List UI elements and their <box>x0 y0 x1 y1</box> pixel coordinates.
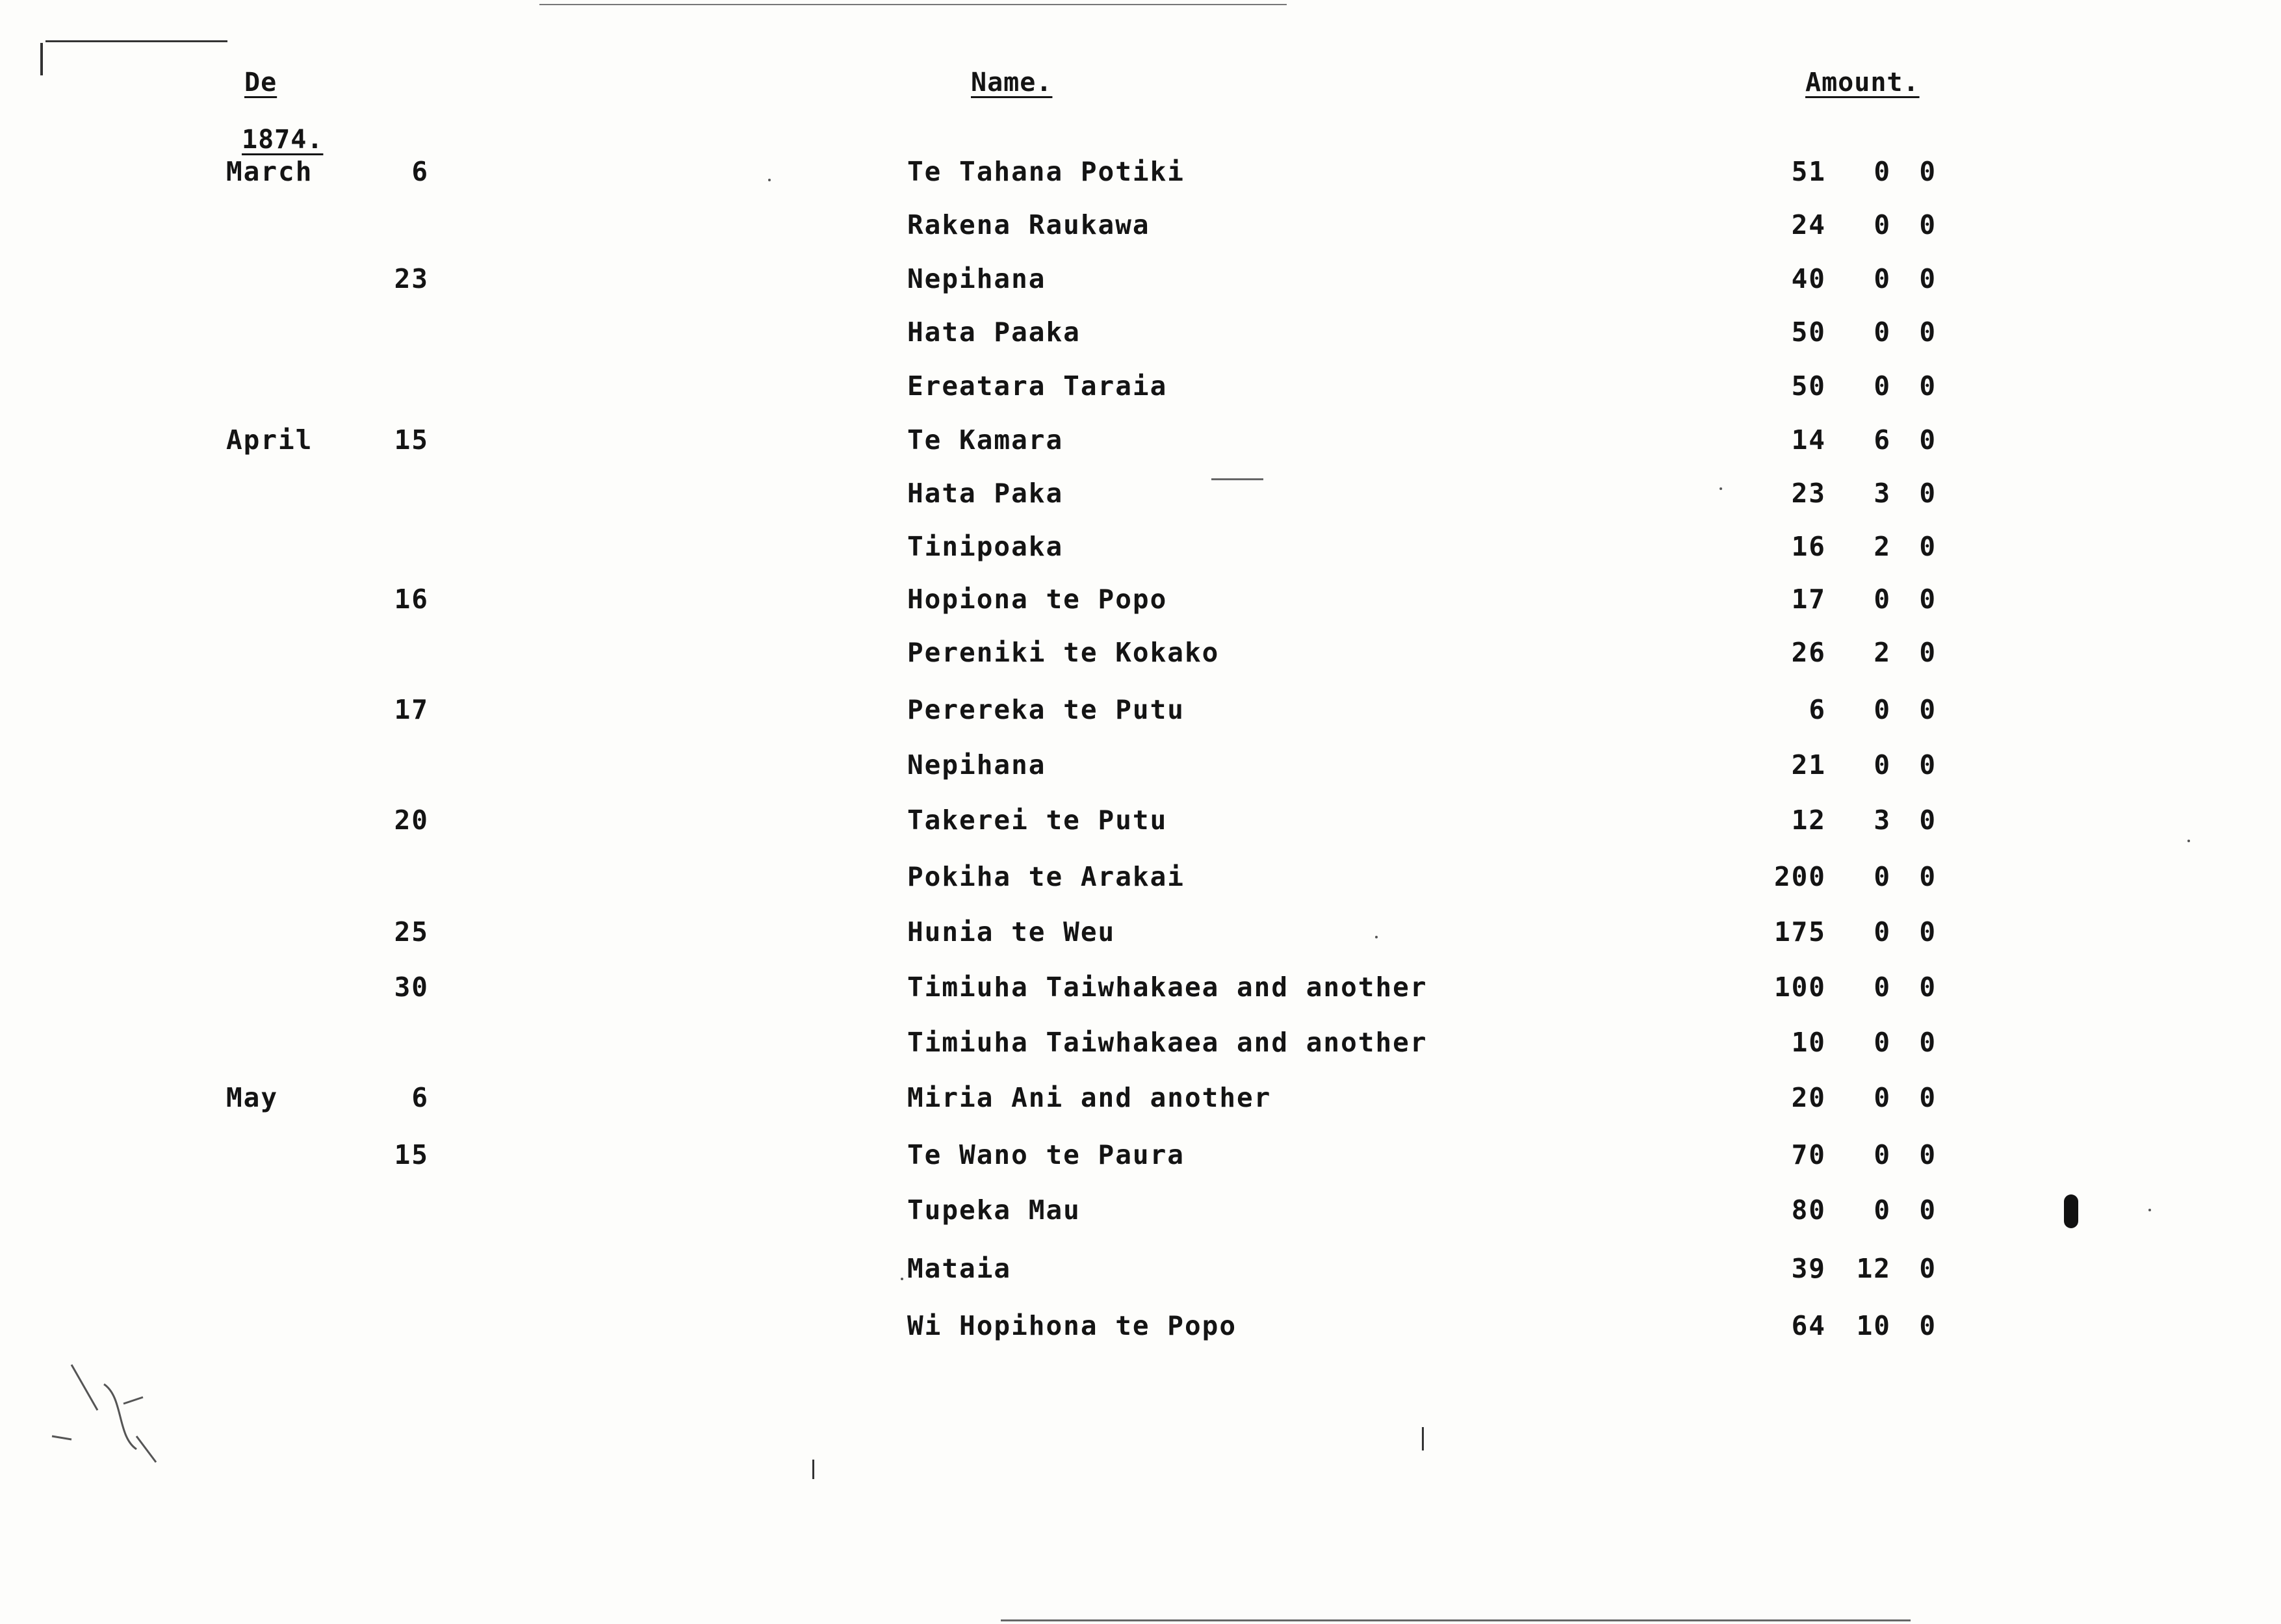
ledger-row <box>0 478 2281 517</box>
row-pounds: 40 <box>1791 263 1826 294</box>
row-pence: 0 <box>1919 209 1937 240</box>
row-pounds: 10 <box>1791 1027 1826 1058</box>
row-shillings: 0 <box>1874 749 1891 780</box>
row-pence: 0 <box>1919 1310 1937 1341</box>
row-shillings: 0 <box>1874 263 1891 294</box>
row-shillings: 10 <box>1856 1310 1891 1341</box>
row-pounds: 50 <box>1791 316 1826 348</box>
bottom-edge-line <box>1001 1619 1911 1621</box>
ledger-row <box>0 1139 2281 1178</box>
row-name: Ereatara Taraia <box>907 370 1168 402</box>
row-day: 17 <box>394 694 429 725</box>
ledger-row <box>0 263 2281 302</box>
row-name: Hunia te Weu <box>907 916 1116 947</box>
row-pence: 0 <box>1919 972 1937 1003</box>
row-shillings: 3 <box>1874 805 1891 836</box>
row-pence: 0 <box>1919 478 1937 509</box>
row-shillings: 0 <box>1874 1082 1891 1113</box>
row-shillings: 0 <box>1874 861 1891 892</box>
row-pounds: 16 <box>1791 531 1826 562</box>
stray-mark <box>812 1460 814 1479</box>
row-name: Takerei te Putu <box>907 805 1168 836</box>
row-day: 25 <box>394 916 429 947</box>
row-name: Tupeka Mau <box>907 1194 1081 1226</box>
row-pence: 0 <box>1919 424 1937 456</box>
row-pence: 0 <box>1919 531 1937 562</box>
row-pounds: 23 <box>1791 478 1826 509</box>
ledger-row <box>0 861 2281 900</box>
top-edge-line <box>539 4 1287 5</box>
row-pounds: 80 <box>1791 1194 1826 1226</box>
ledger-row <box>0 805 2281 844</box>
ledger-row <box>0 637 2281 676</box>
ledger-row <box>0 424 2281 463</box>
ledger-row <box>0 749 2281 788</box>
row-shillings: 0 <box>1874 694 1891 725</box>
row-shillings: 0 <box>1874 1027 1891 1058</box>
row-day: 23 <box>394 263 429 294</box>
row-pounds: 175 <box>1773 916 1826 947</box>
row-month: April <box>226 424 313 456</box>
row-name: Perereka te Putu <box>907 694 1185 725</box>
row-day: 15 <box>394 1139 429 1170</box>
row-pounds: 100 <box>1773 972 1826 1003</box>
row-name: Nepihana <box>907 749 1046 780</box>
row-name: Pokiha te Arakai <box>907 861 1185 892</box>
row-pence: 0 <box>1919 1253 1937 1284</box>
row-shillings: 0 <box>1874 584 1891 615</box>
row-shillings: 6 <box>1874 424 1891 456</box>
row-pence: 0 <box>1919 916 1937 947</box>
row-pounds: 6 <box>1809 694 1826 725</box>
ledger-row <box>0 694 2281 733</box>
row-name: Tinipoaka <box>907 531 1064 562</box>
row-pounds: 64 <box>1791 1310 1826 1341</box>
row-pounds: 200 <box>1773 861 1826 892</box>
row-name: Te Kamara <box>907 424 1064 456</box>
ledger-row <box>0 972 2281 1011</box>
row-month: May <box>226 1082 279 1113</box>
amount-column-header: Amount. <box>1805 68 1920 97</box>
row-shillings: 3 <box>1874 478 1891 509</box>
row-pounds: 26 <box>1791 637 1826 668</box>
row-pence: 0 <box>1919 1139 1937 1170</box>
row-month: March <box>226 156 313 187</box>
name-column-header: Name. <box>971 68 1053 97</box>
row-shillings: 0 <box>1874 209 1891 240</box>
ledger-row <box>0 584 2281 623</box>
row-pence: 0 <box>1919 156 1937 187</box>
row-pounds: 51 <box>1791 156 1826 187</box>
row-name: Rakena Raukawa <box>907 209 1150 240</box>
row-shillings: 2 <box>1874 637 1891 668</box>
row-pence: 0 <box>1919 584 1937 615</box>
ledger-row <box>0 1027 2281 1066</box>
row-pence: 0 <box>1919 263 1937 294</box>
row-pounds: 70 <box>1791 1139 1826 1170</box>
row-day: 6 <box>411 1082 429 1113</box>
row-shillings: 0 <box>1874 972 1891 1003</box>
row-pence: 0 <box>1919 1194 1937 1226</box>
row-shillings: 0 <box>1874 1139 1891 1170</box>
row-pence: 0 <box>1919 805 1937 836</box>
row-name: Miria Ani and another <box>907 1082 1272 1113</box>
stray-mark <box>1422 1427 1424 1450</box>
row-shillings: 0 <box>1874 1194 1891 1226</box>
ledger-row <box>0 1082 2281 1121</box>
row-pence: 0 <box>1919 316 1937 348</box>
row-name: Hata Paka <box>907 478 1064 509</box>
row-day: 15 <box>394 424 429 456</box>
ledger-row <box>0 916 2281 955</box>
row-name: Mataia <box>907 1253 1012 1284</box>
top-edge-line <box>45 40 227 42</box>
ledger-row <box>0 531 2281 570</box>
row-name: Hopiona te Popo <box>907 584 1168 615</box>
row-name: Timiuha Taiwhakaea and another <box>907 1027 1428 1058</box>
row-shillings: 2 <box>1874 531 1891 562</box>
row-day: 20 <box>394 805 429 836</box>
date-column-header: De <box>244 68 277 97</box>
row-day: 6 <box>411 156 429 187</box>
row-day: 16 <box>394 584 429 615</box>
row-pounds: 20 <box>1791 1082 1826 1113</box>
handwritten-scribble <box>45 1358 188 1475</box>
row-pounds: 14 <box>1791 424 1826 456</box>
row-pence: 0 <box>1919 694 1937 725</box>
row-pence: 0 <box>1919 1027 1937 1058</box>
row-pence: 0 <box>1919 861 1937 892</box>
ledger-row <box>0 209 2281 248</box>
row-name: Hata Paaka <box>907 316 1081 348</box>
row-pence: 0 <box>1919 637 1937 668</box>
corner-mark <box>40 43 43 75</box>
row-name: Timiuha Taiwhakaea and another <box>907 972 1428 1003</box>
row-day: 30 <box>394 972 429 1003</box>
row-shillings: 0 <box>1874 916 1891 947</box>
ledger-row <box>0 316 2281 355</box>
row-pence: 0 <box>1919 1082 1937 1113</box>
row-shillings: 0 <box>1874 370 1891 402</box>
row-shillings: 0 <box>1874 156 1891 187</box>
row-pounds: 17 <box>1791 584 1826 615</box>
row-name: Pereniki te Kokako <box>907 637 1220 668</box>
row-shillings: 12 <box>1856 1253 1891 1284</box>
ledger-row <box>0 156 2281 195</box>
row-pounds: 50 <box>1791 370 1826 402</box>
row-pounds: 24 <box>1791 209 1826 240</box>
ledger-row <box>0 1253 2281 1292</box>
ledger-row <box>0 1194 2281 1233</box>
row-name: Te Wano te Paura <box>907 1139 1185 1170</box>
row-pence: 0 <box>1919 749 1937 780</box>
row-pounds: 21 <box>1791 749 1826 780</box>
row-name: Te Tahana Potiki <box>907 156 1185 187</box>
row-shillings: 0 <box>1874 316 1891 348</box>
row-name: Wi Hopihona te Popo <box>907 1310 1237 1341</box>
row-pence: 0 <box>1919 370 1937 402</box>
year-heading: 1874. <box>242 125 324 155</box>
ledger-row <box>0 1310 2281 1349</box>
ledger-row <box>0 370 2281 409</box>
row-pounds: 12 <box>1791 805 1826 836</box>
row-pounds: 39 <box>1791 1253 1826 1284</box>
row-name: Nepihana <box>907 263 1046 294</box>
